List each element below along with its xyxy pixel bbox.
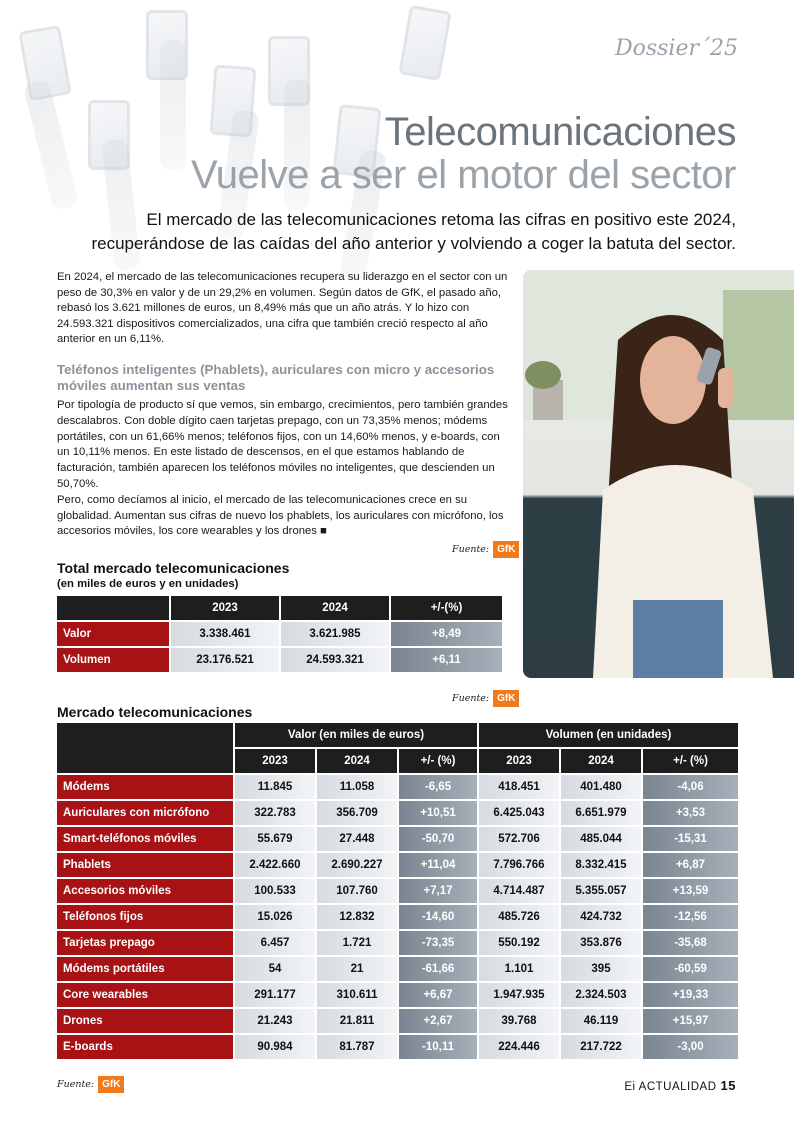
table-cell: 55.679: [235, 827, 315, 851]
source-credit-table1: [452, 690, 519, 707]
page-title: Telecomunicaciones: [384, 110, 736, 154]
table-cell: -61,66: [399, 957, 477, 981]
group-header-valor: Valor (en miles de euros): [235, 723, 477, 747]
table-cell: 107.760: [317, 879, 397, 903]
photo-illustration: [523, 270, 794, 678]
table-cell: +6,67: [399, 983, 477, 1007]
table-cell: 2.324.503: [561, 983, 641, 1007]
table-row: [57, 801, 738, 825]
table1-header: 2024: [281, 596, 389, 620]
table-row: [57, 905, 738, 929]
table-cell: 54: [235, 957, 315, 981]
table-row: [57, 957, 738, 981]
table-row: [57, 879, 738, 903]
table-cell: +19,33: [643, 983, 738, 1007]
table-cell: +3,53: [643, 801, 738, 825]
table-cell: -73,35: [399, 931, 477, 955]
row-label: Core wearables: [57, 983, 233, 1007]
table-cell: 27.448: [317, 827, 397, 851]
table-cell: 46.119: [561, 1009, 641, 1033]
table-cell: 353.876: [561, 931, 641, 955]
table-cell: +6,11: [391, 648, 502, 672]
table-cell: 23.176.521: [171, 648, 279, 672]
gfk-logo: GfK: [98, 1076, 124, 1093]
body-paragraph-1: Por tipología de producto sí que vemos, sin embargo, crecimientos, pero también grandes descalabros. Con doble dígito caen tarjetas prepago, con un 73,35% menos; módems portátiles, con un 61,66% menos; teléfonos fijos, con un 14,60% menos, y e-boards, con un 10,11% menos. En este listado de descensos, en el que estamos hablando de facturación, también aparecen los teléfonos móviles no inteligentes, que descienden un 50,70%.: [57, 399, 508, 490]
row-label: E-boards: [57, 1035, 233, 1059]
source-label: Fuente:: [452, 693, 490, 704]
table-row: [57, 1009, 738, 1033]
table-cell: 15.026: [235, 905, 315, 929]
table-cell: 39.768: [479, 1009, 559, 1033]
body-paragraph-2: Pero, como decíamos al inicio, el mercado de las telecomunicaciones crece en su globalidad. Aumentan sus cifras de nuevo los phablets, los auriculares con micrófono, los accesorios móviles, los core wearables y los drones ■: [57, 493, 504, 538]
table-cell: +10,51: [399, 801, 477, 825]
table2-header: 2023: [479, 749, 559, 773]
table2-header: +/- (%): [643, 749, 738, 773]
table-cell: 1.947.935: [479, 983, 559, 1007]
table-cell: 310.611: [317, 983, 397, 1007]
table-row: [57, 931, 738, 955]
table-cell: 217.722: [561, 1035, 641, 1059]
table-cell: +8,49: [391, 622, 502, 646]
table-cell: -12,56: [643, 905, 738, 929]
table-cell: 100.533: [235, 879, 315, 903]
table-cell: -6,65: [399, 775, 477, 799]
table-cell: -50,70: [399, 827, 477, 851]
table-cell: -60,59: [643, 957, 738, 981]
table-cell: +11,04: [399, 853, 477, 877]
table-row: [57, 648, 502, 672]
table-cell: -15,31: [643, 827, 738, 851]
table-cell: 401.480: [561, 775, 641, 799]
row-label: Teléfonos fijos: [57, 905, 233, 929]
row-label: Valor: [57, 622, 169, 646]
table-cell: 3.621.985: [281, 622, 389, 646]
table1-header-row: [57, 596, 502, 620]
table-cell: 81.787: [317, 1035, 397, 1059]
source-credit-article: [452, 541, 519, 558]
table2-header: 2023: [235, 749, 315, 773]
table-cell: +13,59: [643, 879, 738, 903]
table-cell: +7,17: [399, 879, 477, 903]
market-breakdown-table: [55, 721, 740, 1061]
intro-paragraph: En 2024, el mercado de las telecomunicaciones recupera su liderazgo en el sector con un peso de 30,3% en valor y de un 29,2% en volumen. Según datos de GfK, el pasado año, rebasó los 3.621 millones de euros, un 8,49% más que un año atrás. Y lo hizo con 24.593.321 dispositivos comercializados, una cifra que también creció respecto al año anterior en un 6,11%.: [57, 271, 508, 346]
table-cell: +6,87: [643, 853, 738, 877]
table-cell: 5.355.057: [561, 879, 641, 903]
table-cell: 424.732: [561, 905, 641, 929]
row-label: Tarjetas prepago: [57, 931, 233, 955]
row-label: Accesorios móviles: [57, 879, 233, 903]
table1-header: +/-(%): [391, 596, 502, 620]
table-cell: 21.243: [235, 1009, 315, 1033]
table-cell: 356.709: [317, 801, 397, 825]
table1-title: Total mercado telecomunicaciones: [57, 560, 290, 576]
table-cell: 11.058: [317, 775, 397, 799]
table-cell: +15,97: [643, 1009, 738, 1033]
section-label: Dossier´25: [614, 36, 738, 61]
table-cell: -35,68: [643, 931, 738, 955]
table-cell: 6.457: [235, 931, 315, 955]
table2-header: 2024: [317, 749, 397, 773]
row-label: Auriculares con micrófono: [57, 801, 233, 825]
table-row: [57, 827, 738, 851]
table1-subtitle: (en miles de euros y en unidades): [57, 578, 239, 590]
table-cell: -3,00: [643, 1035, 738, 1059]
table2-group-row: [57, 723, 738, 747]
group-header-volumen: Volumen (en unidades): [479, 723, 738, 747]
page-subtitle: Vuelve a ser el motor del sector: [191, 153, 736, 197]
article-subheading: Teléfonos inteligentes (Phablets), auriculares con micro y accesorios móviles aumentan sus ventas: [57, 362, 495, 393]
woman-on-phone-photo: [523, 270, 794, 678]
row-label: Volumen: [57, 648, 169, 672]
table-cell: +2,67: [399, 1009, 477, 1033]
table1-header: 2023: [171, 596, 279, 620]
table-row: [57, 622, 502, 646]
table-cell: 8.332.415: [561, 853, 641, 877]
table-cell: 11.845: [235, 775, 315, 799]
table-cell: 2.422.660: [235, 853, 315, 877]
table-cell: 485.044: [561, 827, 641, 851]
table-cell: 291.177: [235, 983, 315, 1007]
table2-title: Mercado telecomunicaciones: [57, 704, 253, 720]
table-cell: 418.451: [479, 775, 559, 799]
page-footer: [624, 1078, 736, 1093]
table2-header: 2024: [561, 749, 641, 773]
table-cell: 24.593.321: [281, 648, 389, 672]
table2-corner: [57, 723, 233, 773]
table-cell: 1.721: [317, 931, 397, 955]
gfk-logo: GfK: [493, 541, 519, 558]
row-label: Phablets: [57, 853, 233, 877]
table-cell: 4.714.487: [479, 879, 559, 903]
table-cell: 485.726: [479, 905, 559, 929]
table-row: [57, 983, 738, 1007]
table-cell: -4,06: [643, 775, 738, 799]
table-cell: 6.651.979: [561, 801, 641, 825]
table-cell: 572.706: [479, 827, 559, 851]
table-cell: 21: [317, 957, 397, 981]
article-body: [57, 398, 509, 540]
table1-corner: [57, 596, 169, 620]
source-credit-table2: [57, 1076, 124, 1093]
table-cell: 550.192: [479, 931, 559, 955]
table-row: [57, 1035, 738, 1059]
table-cell: -10,11: [399, 1035, 477, 1059]
table-cell: 322.783: [235, 801, 315, 825]
source-label: Fuente:: [57, 1079, 95, 1090]
table-cell: 21.811: [317, 1009, 397, 1033]
row-label: Drones: [57, 1009, 233, 1033]
table-cell: -14,60: [399, 905, 477, 929]
gfk-logo: GfK: [493, 690, 519, 707]
row-label: Smart-teléfonos móviles: [57, 827, 233, 851]
publication-name: Ei ACTUALIDAD: [624, 1081, 717, 1093]
table-row: [57, 775, 738, 799]
row-label: Módems portátiles: [57, 957, 233, 981]
table-cell: 2.690.227: [317, 853, 397, 877]
row-label: Módems: [57, 775, 233, 799]
table-cell: 395: [561, 957, 641, 981]
table-cell: 7.796.766: [479, 853, 559, 877]
table-cell: 90.984: [235, 1035, 315, 1059]
total-market-table: [55, 594, 504, 674]
table-cell: 224.446: [479, 1035, 559, 1059]
table-cell: 6.425.043: [479, 801, 559, 825]
table-row: [57, 853, 738, 877]
table2-header: +/- (%): [399, 749, 477, 773]
lede-paragraph: El mercado de las telecomunicaciones retoma las cifras en positivo este 2024, recuperándose de las caídas del año anterior y volviendo a coger la batuta del sector.: [91, 210, 736, 253]
source-label: Fuente:: [452, 544, 490, 555]
page-number: 15: [720, 1078, 736, 1093]
table-cell: 1.101: [479, 957, 559, 981]
table-cell: 12.832: [317, 905, 397, 929]
table-cell: 3.338.461: [171, 622, 279, 646]
